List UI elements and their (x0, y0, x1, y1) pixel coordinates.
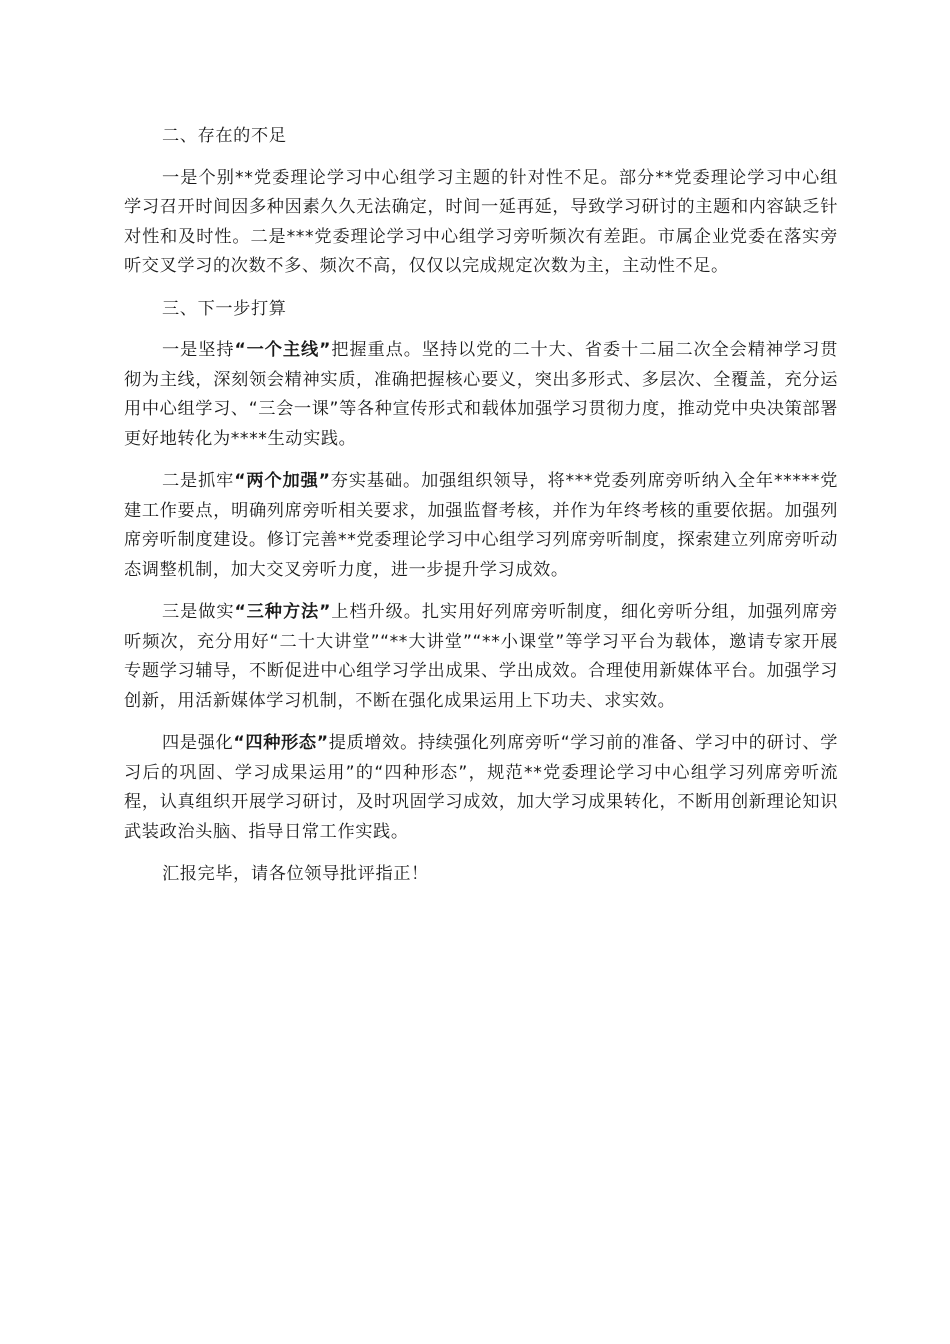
paragraph-plan-2 (124, 467, 838, 585)
plan-4-prefix: 四是强化 (162, 733, 234, 753)
plan-4-highlight: “四种形态” (233, 733, 329, 753)
closing-remark: 汇报完毕，请各位领导批评指正！ (162, 864, 429, 884)
paragraph-plan-4 (124, 729, 838, 847)
paragraph-plan-1 (124, 336, 838, 454)
plan-2-highlight: “两个加强” (234, 471, 331, 491)
section-heading-next-steps: 三、下一步打算 (162, 298, 287, 319)
plan-4-body: 提质增效。持续强化列席旁听“学习前的准备、学习中的研讨、学习后的巩固、学习成果运用”的“四种形态”，规范**党委理论学习中心组学习列席旁听流程，认真组织开展学习研讨，及时巩固学习成效，加大学习成果转化，不断用创新理论知识武装政治头脑、指导日常工作实践。 (124, 733, 838, 842)
section-heading-shortcomings: 二、存在的不足 (162, 126, 287, 146)
plan-2-prefix: 二是抓牢 (162, 471, 235, 491)
paragraph-plan-3 (124, 598, 838, 716)
plan-1-highlight: “一个主线” (234, 340, 331, 360)
paragraph-shortcomings: 一是个别**党委理论学习中心组学习主题的针对性不足。部分**党委理论学习中心组学习召开时间因多种因素久久无法确定，时间一延再延，导致学习研讨的主题和内容缺乏针对性和及时性。二是***党委理论学习中心组学习旁听频次有差距。市属企业党委在落实旁听交叉学习的次数不多、频次不高，仅仅以完成规定次数为主，主动性不足。 (124, 167, 838, 276)
plan-3-body: 上档升级。扎实用好列席旁听制度，细化旁听分组，加强列席旁听频次，充分用好“二十大讲堂”“**大讲堂”“**小课堂”等学习平台为载体，邀请专家开展专题学习辅导，不断促进中心组学习学出成果、学出成效。合理使用新媒体平台。加强学习创新，用活新媒体学习机制，不断在强化成果运用上下功夫、求实效。 (124, 602, 838, 711)
plan-3-prefix: 三是做实 (162, 602, 235, 622)
document-page (124, 122, 838, 903)
plan-1-prefix: 一是坚持 (162, 340, 235, 360)
plan-2-body: 夯实基础。加强组织领导，将***党委列席旁听纳入全年*****党建工作要点，明确列席旁听相关要求，加强监督考核，并作为年终考核的重要依据。加强列席旁听制度建设。修订完善**党委理论学习中心组学习列席旁听制度，探索建立列席旁听动态调整机制，加大交叉旁听力度，进一步提升学习成效。 (124, 471, 838, 580)
plan-1-body: 把握重点。坚持以党的二十大、省委十二届二次全会精神学习贯彻为主线，深刻领会精神实质，准确把握核心要义，突出多形式、多层次、全覆盖，充分运用中心组学习、“三会一课”等各种宣传形式和载体加强学习贯彻力度，推动党中央决策部署更好地转化为****生动实践。 (124, 340, 838, 449)
plan-3-highlight: “三种方法” (234, 602, 331, 622)
